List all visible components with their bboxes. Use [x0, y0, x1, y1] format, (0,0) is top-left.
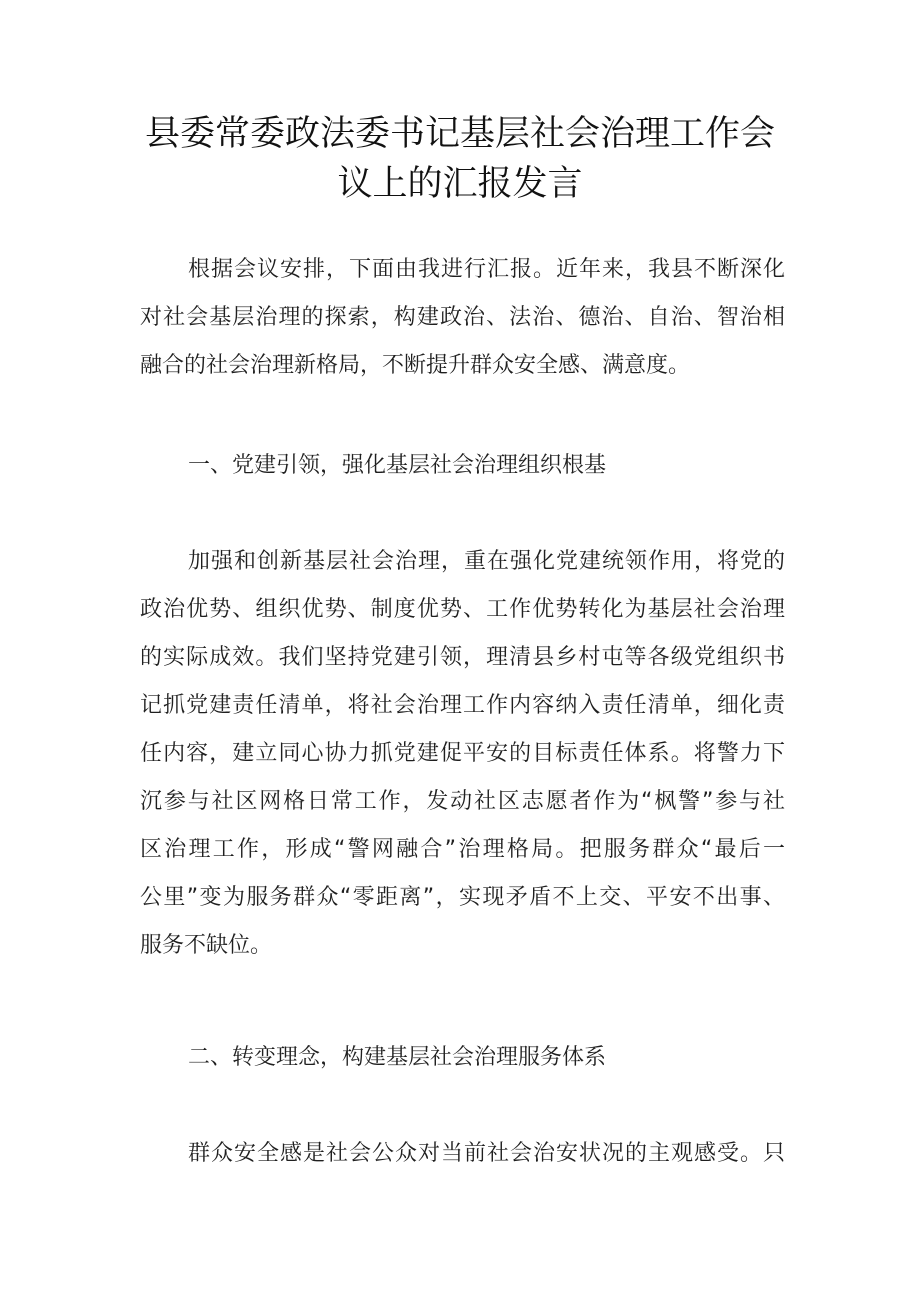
- intro-line: 对社会基层治理的探索，构建政治、法治、德治、自治、智治相: [140, 305, 785, 330]
- section1-line: 区治理工作，形成“警网融合”治理格局。把服务群众“最后一: [140, 837, 785, 862]
- section-heading-2: 二、转变理念，构建基层社会治理服务体系: [188, 1045, 607, 1070]
- section1-line: 任内容，建立同心协力抓党建促平安的目标责任体系。将警力下: [140, 741, 785, 766]
- document-title-line-1: 县委常委政法委书记基层社会治理工作会: [144, 114, 775, 154]
- section1-line: 记抓党建责任清单，将社会治理工作内容纳入责任清单，细化责: [140, 693, 785, 718]
- section2-line: 群众安全感是社会公众对当前社会治安状况的主观感受。只: [188, 1141, 785, 1166]
- intro-line: 根据会议安排，下面由我进行汇报。近年来，我县不断深化: [188, 257, 785, 282]
- intro-line: 融合的社会治理新格局，不断提升群众安全感、满意度。: [140, 353, 691, 378]
- section-heading-1: 一、党建引领，强化基层社会治理组织根基: [188, 453, 607, 478]
- section1-line: 政治优势、组织优势、制度优势、工作优势转化为基层社会治理: [140, 597, 785, 622]
- document-title-line-2: 议上的汇报发言: [337, 164, 583, 204]
- section1-line: 沉参与社区网格日常工作，发动社区志愿者作为“枫警”参与社: [140, 789, 785, 814]
- section1-line: 加强和创新基层社会治理，重在强化党建统领作用，将党的: [188, 549, 785, 574]
- section1-line: 的实际成效。我们坚持党建引领，理清县乡村屯等各级党组织书: [140, 645, 785, 670]
- section1-line: 服务不缺位。: [140, 933, 273, 958]
- section1-line: 公里”变为服务群众“零距离”，实现矛盾不上交、平安不出事、: [140, 885, 785, 910]
